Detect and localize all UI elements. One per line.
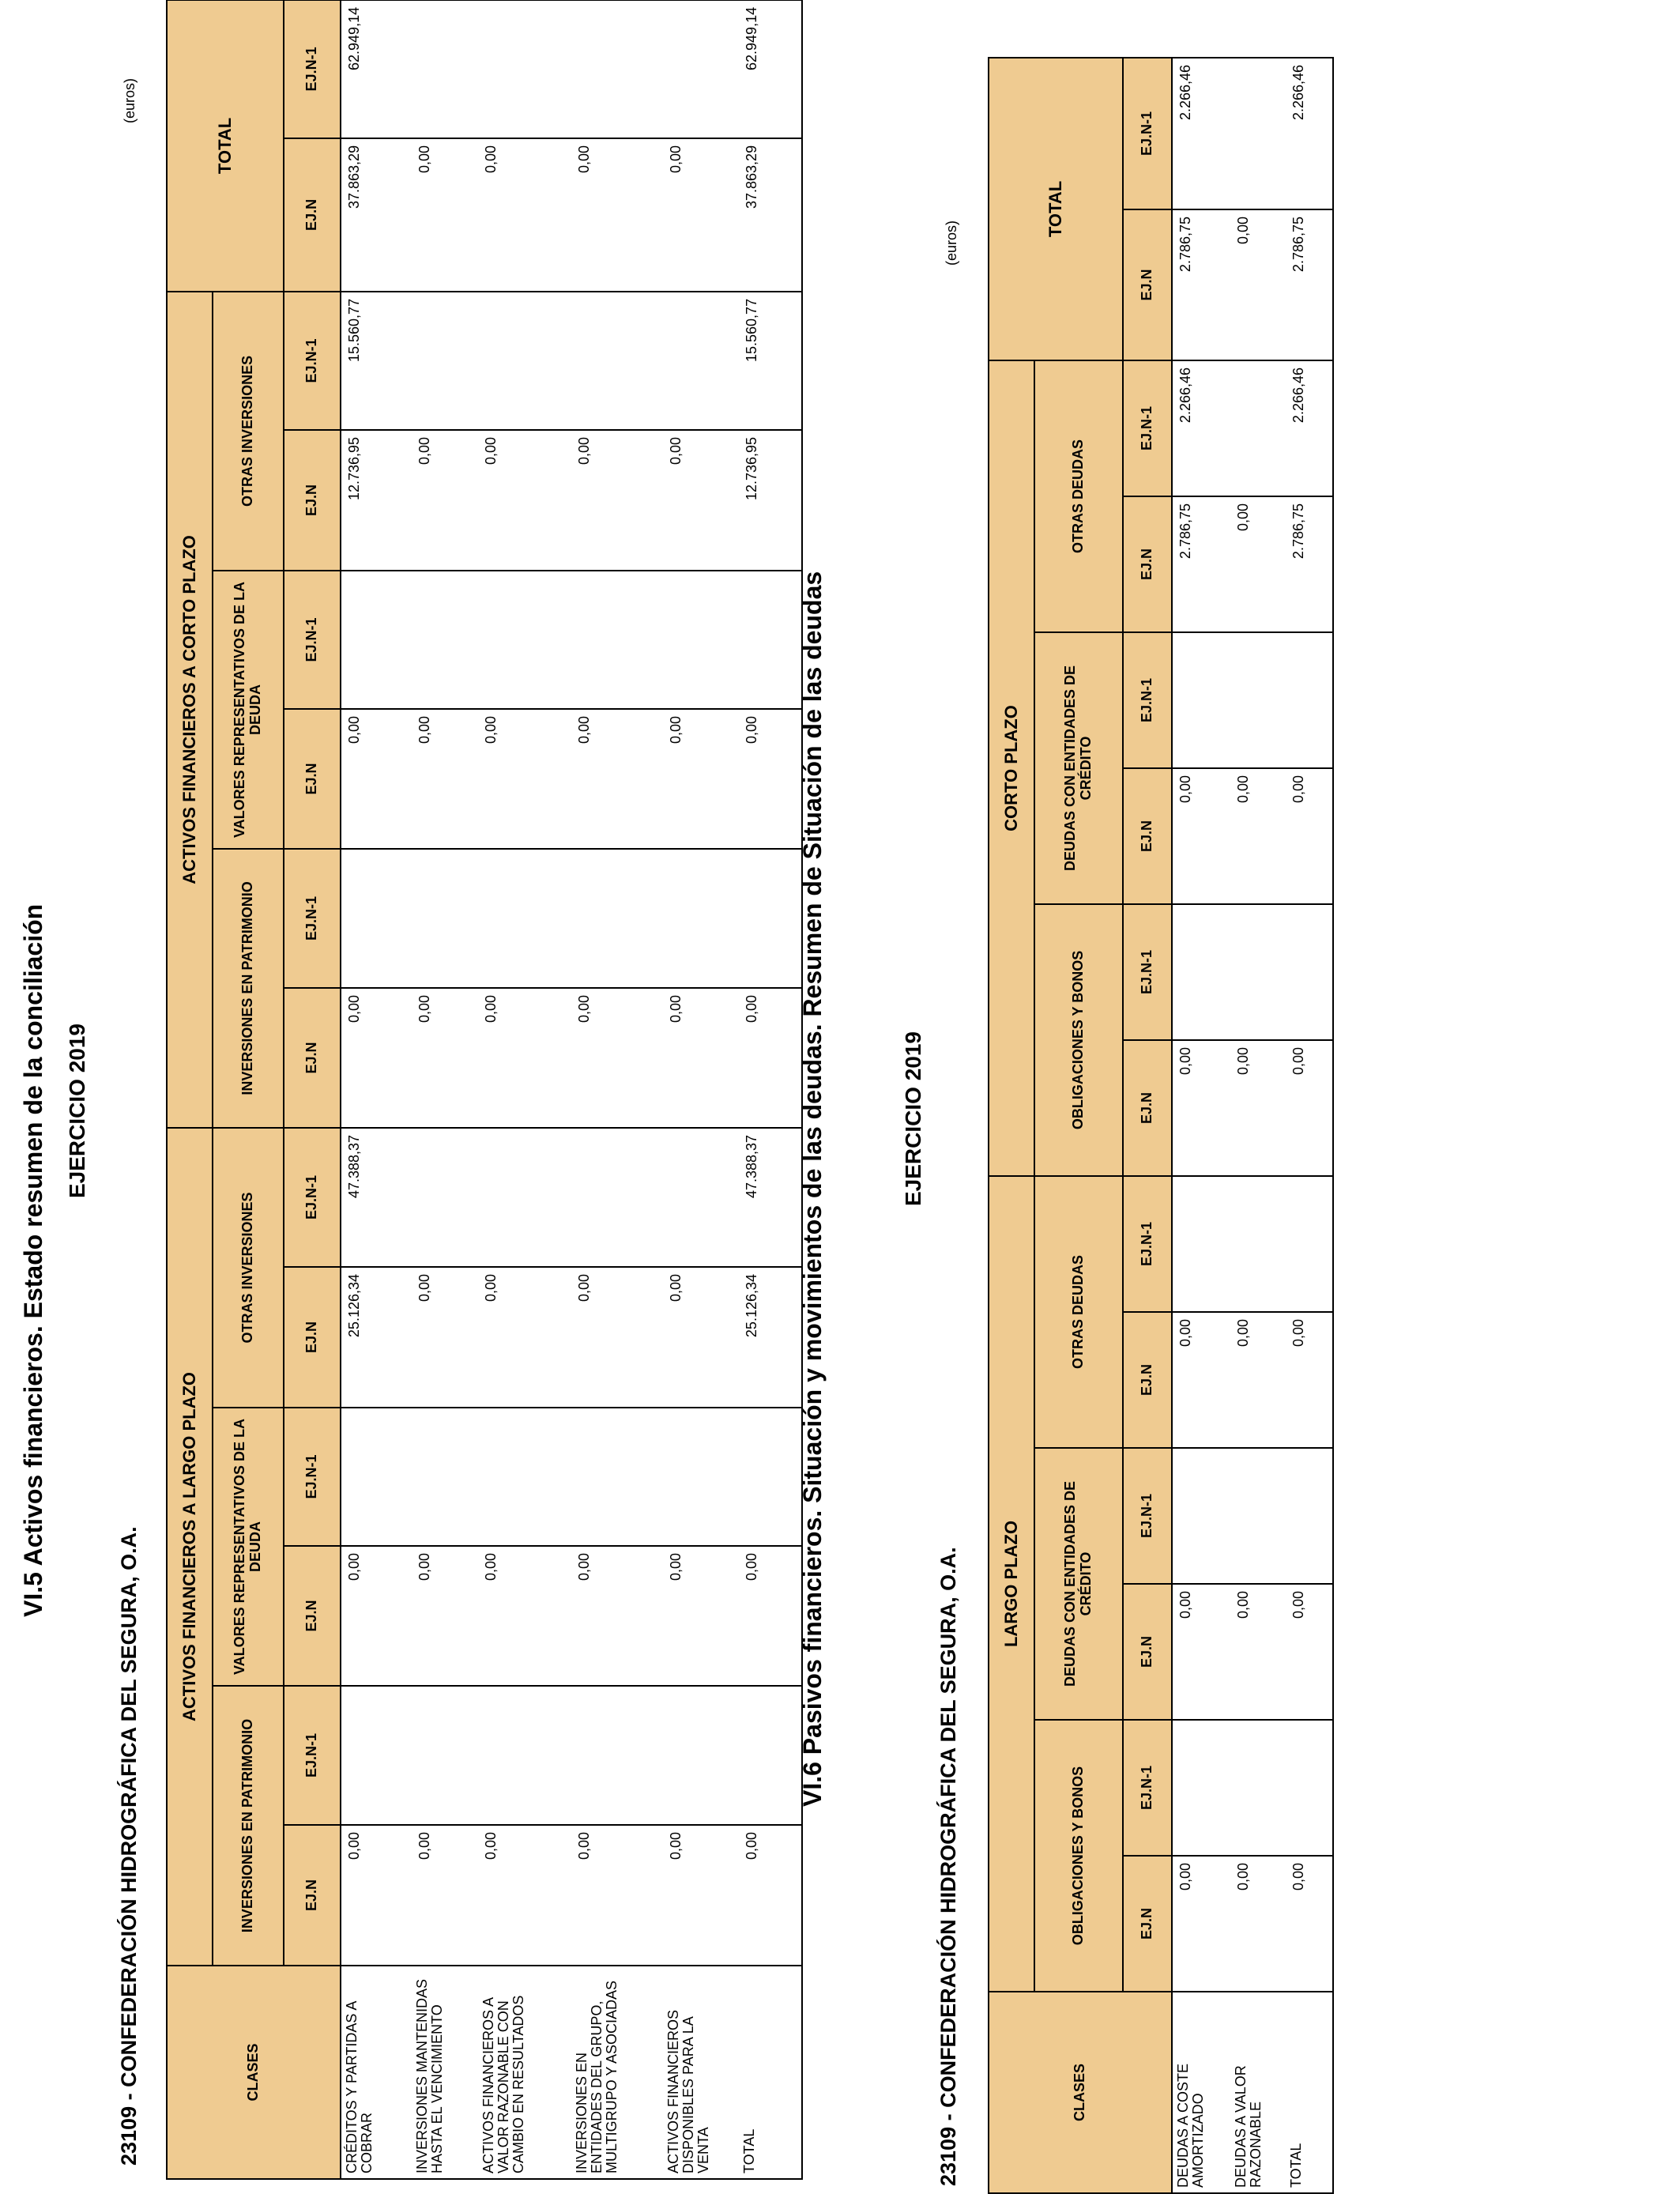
col-ejn1: EJ.N-1 — [1123, 360, 1172, 496]
col-ejn1: EJ.N-1 — [1123, 1448, 1172, 1584]
vi6-lp-obligaciones-header: OBLIGACIONES Y BONOS — [1034, 1720, 1123, 1992]
vi6-entity: 23109 - CONFEDERACIÓN HIDROGRÁFICA DEL SEGURA, O.A. — [936, 1547, 960, 2186]
value-cell: 0,00 — [1286, 1040, 1333, 1176]
value-cell: 0,00 — [341, 1825, 412, 1966]
value-cell: 0,00 — [1172, 1312, 1230, 1448]
value-cell: 2.786,75 — [1286, 496, 1333, 632]
value-cell — [571, 571, 663, 709]
value-cell: 0,00 — [341, 1546, 412, 1686]
value-cell: 0,00 — [571, 1546, 663, 1686]
category-cell: CRÉDITOS Y PARTIDAS A COBRAR — [341, 1966, 412, 2179]
value-cell: 0,00 — [1286, 768, 1333, 904]
value-cell: 2.266,46 — [1172, 360, 1230, 496]
value-cell: 25.126,34 — [739, 1267, 802, 1408]
value-cell — [1172, 1448, 1230, 1584]
value-cell — [571, 1128, 663, 1267]
value-cell: 2.786,75 — [1172, 496, 1230, 632]
table-row — [1172, 58, 1230, 2193]
value-cell: 0,00 — [412, 1267, 478, 1408]
value-cell: 0,00 — [412, 988, 478, 1128]
vi6-cp-deudas-credito-header: DEUDAS CON ENTIDADES DE CRÉDITO — [1034, 632, 1123, 904]
vi5-cp-inv-patrimonio-header: INVERSIONES EN PATRIMONIO — [213, 849, 284, 1128]
col-ejn: EJ.N — [1123, 1856, 1172, 1992]
value-cell: 0,00 — [478, 138, 571, 292]
value-cell — [1172, 904, 1230, 1040]
vi5-total-header: TOTAL — [167, 0, 284, 292]
col-ejn: EJ.N — [284, 1546, 341, 1686]
value-cell: 0,00 — [478, 1825, 571, 1966]
value-cell — [571, 292, 663, 430]
value-cell: 0,00 — [739, 988, 802, 1128]
value-cell: 2.266,46 — [1286, 58, 1333, 209]
col-ejn1: EJ.N-1 — [1123, 1720, 1172, 1856]
value-cell — [478, 1408, 571, 1546]
value-cell — [571, 1686, 663, 1825]
col-ejn1: EJ.N-1 — [1123, 1176, 1172, 1312]
col-ejn: EJ.N — [284, 1825, 341, 1966]
value-cell: 0,00 — [1286, 1856, 1333, 1992]
value-cell — [1230, 360, 1286, 496]
value-cell: 15.560,77 — [341, 292, 412, 430]
vi5-cp-valores-header: VALORES REPRESENTATIVOS DE LA DEUDA — [213, 571, 284, 849]
value-cell: 2.786,75 — [1286, 209, 1333, 360]
vi5-corto-plazo-header: ACTIVOS FINANCIEROS A CORTO PLAZO — [167, 292, 213, 1128]
vi5-lp-otras-header: OTRAS INVERSIONES — [213, 1128, 284, 1408]
value-cell: 0,00 — [412, 709, 478, 849]
value-cell — [1286, 1448, 1333, 1584]
value-cell: 0,00 — [1230, 768, 1286, 904]
value-cell: 0,00 — [571, 988, 663, 1128]
value-cell: 0,00 — [739, 1546, 802, 1686]
col-ejn1: EJ.N-1 — [284, 1128, 341, 1267]
value-cell — [1172, 632, 1230, 768]
value-cell: 0,00 — [478, 1546, 571, 1686]
value-cell: 0,00 — [1286, 1584, 1333, 1720]
value-cell — [571, 0, 663, 138]
value-cell: 0,00 — [1230, 209, 1286, 360]
value-cell: 0,00 — [571, 709, 663, 849]
category-cell: ACTIVOS FINANCIEROS A VALOR RAZONABLE CON CAMBIO EN RESULTADOS — [478, 1966, 571, 2179]
value-cell — [739, 849, 802, 988]
value-cell: 62.949,14 — [739, 0, 802, 138]
col-ejn: EJ.N — [1123, 1312, 1172, 1448]
col-ejn: EJ.N — [284, 138, 341, 292]
vi5-table — [166, 0, 803, 2180]
vi5-title: VI.5 Activos financieros. Estado resumen de la conciliación — [19, 903, 47, 1617]
value-cell: 0,00 — [478, 709, 571, 849]
value-cell: 0,00 — [571, 430, 663, 571]
value-cell: 0,00 — [1230, 1856, 1286, 1992]
value-cell: 37.863,29 — [341, 138, 412, 292]
col-ejn: EJ.N — [1123, 1040, 1172, 1176]
col-ejn: EJ.N — [284, 709, 341, 849]
col-ejn1: EJ.N-1 — [1123, 58, 1172, 209]
value-cell — [1230, 1720, 1286, 1856]
vi6-units: (euros) — [944, 220, 959, 266]
vi6-largo-plazo-header: LARGO PLAZO — [989, 1176, 1034, 1992]
value-cell: 0,00 — [663, 138, 739, 292]
value-cell — [1230, 904, 1286, 1040]
value-cell — [663, 571, 739, 709]
value-cell — [1286, 632, 1333, 768]
table-row — [478, 0, 571, 2179]
col-ejn1: EJ.N-1 — [284, 0, 341, 138]
value-cell: 0,00 — [571, 1267, 663, 1408]
value-cell: 0,00 — [1286, 1312, 1333, 1448]
value-cell: 47.388,37 — [739, 1128, 802, 1267]
category-cell: DEUDAS A VALOR RAZONABLE — [1230, 1992, 1286, 2193]
table-row — [739, 0, 802, 2179]
table-row — [571, 0, 663, 2179]
value-cell: 0,00 — [1172, 1856, 1230, 1992]
vi5-largo-plazo-header: ACTIVOS FINANCIEROS A LARGO PLAZO — [167, 1128, 213, 1966]
value-cell: 0,00 — [739, 709, 802, 849]
value-cell: 62.949,14 — [341, 0, 412, 138]
value-cell: 0,00 — [663, 709, 739, 849]
value-cell: 2.266,46 — [1286, 360, 1333, 496]
value-cell: 2.786,75 — [1172, 209, 1230, 360]
vi6-corto-plazo-header: CORTO PLAZO — [989, 360, 1034, 1176]
value-cell — [1286, 904, 1333, 1040]
table-row — [1286, 58, 1333, 2193]
vi6-ejercicio: EJERCICIO 2019 — [901, 1031, 925, 1206]
value-cell — [571, 849, 663, 988]
value-cell: 0,00 — [1172, 768, 1230, 904]
value-cell — [1286, 1720, 1333, 1856]
value-cell — [1230, 58, 1286, 209]
vi6-cp-otras-header: OTRAS DEUDAS — [1034, 360, 1123, 632]
value-cell: 37.863,29 — [739, 138, 802, 292]
vi6-table — [988, 57, 1334, 2194]
value-cell: 15.560,77 — [739, 292, 802, 430]
value-cell: 0,00 — [478, 988, 571, 1128]
category-cell: INVERSIONES MANTENIDAS HASTA EL VENCIMIENTO — [412, 1966, 478, 2179]
value-cell: 0,00 — [663, 1546, 739, 1686]
col-ejn1: EJ.N-1 — [284, 292, 341, 430]
value-cell: 0,00 — [478, 1267, 571, 1408]
vi5-cp-otras-header: OTRAS INVERSIONES — [213, 292, 284, 571]
value-cell — [663, 292, 739, 430]
category-cell: TOTAL — [739, 1966, 802, 2179]
value-cell — [663, 1128, 739, 1267]
col-ejn1: EJ.N-1 — [1123, 904, 1172, 1040]
value-cell: 0,00 — [663, 1267, 739, 1408]
value-cell: 0,00 — [663, 1825, 739, 1966]
vi5-lp-valores-header: VALORES REPRESENTATIVOS DE LA DEUDA — [213, 1408, 284, 1686]
value-cell — [412, 1686, 478, 1825]
value-cell — [341, 1408, 412, 1546]
value-cell — [412, 849, 478, 988]
value-cell: 0,00 — [478, 430, 571, 571]
col-ejn: EJ.N — [1123, 496, 1172, 632]
value-cell — [478, 849, 571, 988]
value-cell: 0,00 — [412, 138, 478, 292]
vi5-clases-header: CLASES — [167, 1966, 341, 2179]
value-cell — [1172, 1720, 1230, 1856]
table-row — [412, 0, 478, 2179]
value-cell — [412, 1408, 478, 1546]
value-cell: 0,00 — [1230, 1584, 1286, 1720]
category-cell: DEUDAS A COSTE AMORTIZADO — [1172, 1992, 1230, 2193]
vi6-total-header: TOTAL — [989, 58, 1123, 360]
value-cell: 0,00 — [1172, 1040, 1230, 1176]
vi5-ejercicio: EJERCICIO 2019 — [65, 1023, 89, 1198]
col-ejn: EJ.N — [1123, 1584, 1172, 1720]
value-cell: 12.736,95 — [739, 430, 802, 571]
value-cell — [1230, 1448, 1286, 1584]
value-cell — [341, 849, 412, 988]
value-cell: 0,00 — [1172, 1584, 1230, 1720]
vi6-cp-obligaciones-header: OBLIGACIONES Y BONOS — [1034, 904, 1123, 1176]
value-cell — [739, 571, 802, 709]
col-ejn: EJ.N — [284, 430, 341, 571]
value-cell — [478, 1128, 571, 1267]
value-cell: 0,00 — [341, 709, 412, 849]
col-ejn1: EJ.N-1 — [1123, 632, 1172, 768]
value-cell — [1230, 632, 1286, 768]
value-cell: 0,00 — [1230, 1040, 1286, 1176]
value-cell: 25.126,34 — [341, 1267, 412, 1408]
value-cell — [663, 849, 739, 988]
vi5-entity: 23109 - CONFEDERACIÓN HIDROGRÁFICA DEL SEGURA, O.A. — [117, 1526, 141, 2166]
col-ejn1: EJ.N-1 — [284, 1408, 341, 1546]
value-cell — [739, 1686, 802, 1825]
vi6-lp-deudas-credito-header: DEUDAS CON ENTIDADES DE CRÉDITO — [1034, 1448, 1123, 1720]
vi5-lp-inv-patrimonio-header: INVERSIONES EN PATRIMONIO — [213, 1686, 284, 1966]
value-cell: 0,00 — [1230, 496, 1286, 632]
value-cell — [412, 292, 478, 430]
col-ejn1: EJ.N-1 — [284, 571, 341, 709]
value-cell — [478, 571, 571, 709]
vi6-title: VI.6 Pasivos financieros. Situación y movimientos de las deudas. Resumen de Situación de las deudas — [798, 571, 827, 1807]
col-ejn1: EJ.N-1 — [284, 849, 341, 988]
value-cell: 0,00 — [412, 1546, 478, 1686]
col-ejn: EJ.N — [284, 1267, 341, 1408]
table-row — [341, 0, 412, 2179]
value-cell: 0,00 — [1230, 1312, 1286, 1448]
value-cell — [478, 1686, 571, 1825]
value-cell — [478, 0, 571, 138]
value-cell: 0,00 — [341, 988, 412, 1128]
value-cell: 0,00 — [739, 1825, 802, 1966]
value-cell: 47.388,37 — [341, 1128, 412, 1267]
vi5-units: (euros) — [122, 77, 137, 123]
value-cell — [341, 1686, 412, 1825]
value-cell: 0,00 — [571, 1825, 663, 1966]
value-cell: 0,00 — [663, 430, 739, 571]
value-cell — [663, 1686, 739, 1825]
value-cell — [739, 1408, 802, 1546]
category-cell: ACTIVOS FINANCIEROS DISPONIBLES PARA LA VENTA — [663, 1966, 739, 2179]
value-cell — [412, 1128, 478, 1267]
value-cell — [663, 0, 739, 138]
value-cell — [412, 571, 478, 709]
category-cell: TOTAL — [1286, 1992, 1333, 2193]
value-cell: 2.266,46 — [1172, 58, 1230, 209]
table-row — [1230, 58, 1286, 2193]
value-cell: 0,00 — [571, 138, 663, 292]
value-cell: 0,00 — [663, 988, 739, 1128]
vi6-lp-otras-header: OTRAS DEUDAS — [1034, 1176, 1123, 1448]
col-ejn: EJ.N — [284, 988, 341, 1128]
value-cell — [571, 1408, 663, 1546]
value-cell — [1230, 1176, 1286, 1312]
value-cell: 12.736,95 — [341, 430, 412, 571]
value-cell — [663, 1408, 739, 1546]
vi6-clases-header: CLASES — [989, 1992, 1172, 2193]
value-cell: 0,00 — [412, 1825, 478, 1966]
value-cell — [478, 292, 571, 430]
table-row — [663, 0, 739, 2179]
col-ejn1: EJ.N-1 — [284, 1686, 341, 1825]
category-cell: INVERSIONES EN ENTIDADES DEL GRUPO, MULTIGRUPO Y ASOCIADAS — [571, 1966, 663, 2179]
col-ejn: EJ.N — [1123, 209, 1172, 360]
col-ejn: EJ.N — [1123, 768, 1172, 904]
value-cell — [412, 0, 478, 138]
value-cell: 0,00 — [412, 430, 478, 571]
value-cell — [341, 571, 412, 709]
value-cell — [1172, 1176, 1230, 1312]
value-cell — [1286, 1176, 1333, 1312]
